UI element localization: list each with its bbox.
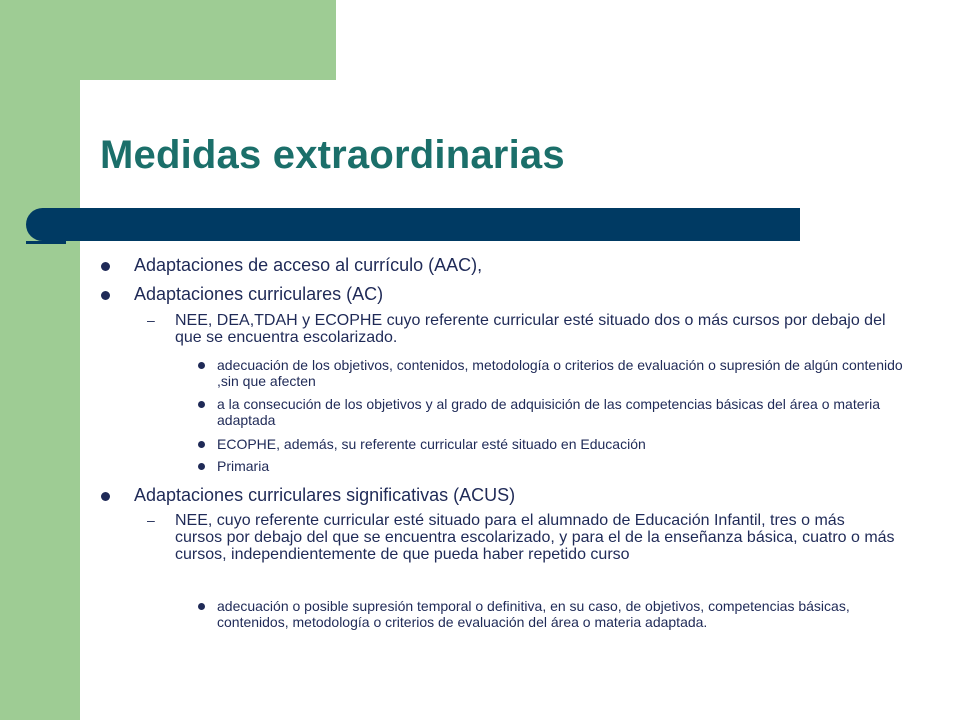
bullet-item-ac: [134, 283, 383, 305]
sub-item-text: NEE, DEA,TDAH y ECOPHE cuyo referente curricular esté situado dos o más cursos por debajo del que se encuentra escolarizado.: [175, 312, 886, 346]
bullet-icon: [101, 262, 110, 271]
dash-icon: –: [147, 312, 155, 328]
sub-item-ac-criteria: [147, 312, 895, 346]
dot-icon: [198, 401, 205, 408]
bullet-icon: [101, 291, 110, 300]
sub-sub-item-text: adecuación o posible supresión temporal o definitiva, en su caso, de objetivos, competencias básicas, contenidos, metodología o criterios de evaluación del área o materia adaptada.: [217, 598, 850, 630]
dot-icon: [198, 463, 205, 470]
sub-sub-item: [217, 357, 907, 389]
dash-icon: –: [147, 512, 155, 528]
bullet-item-aac: [134, 254, 482, 276]
bullet-text: Adaptaciones de acceso al currículo (AAC),: [134, 255, 483, 275]
sub-sub-item-text: Primaria: [217, 458, 270, 474]
dot-icon: [198, 362, 205, 369]
sub-item-text: NEE, cuyo referente curricular esté situado para el alumnado de Educación Infantil, tres o más cursos por debajo del que se encuentra escolarizado, y para el de la enseñanza básica, cuatro o más cursos, independientemente de que pueda haber repetido curso: [175, 512, 895, 563]
sub-sub-item: [217, 396, 907, 428]
dot-icon: [198, 603, 205, 610]
sub-item-acus-criteria: [147, 512, 895, 563]
dot-icon: [198, 441, 205, 448]
sub-sub-item: [217, 436, 907, 452]
sub-sub-item: [217, 598, 907, 630]
slide-title: Medidas extraordinarias: [100, 133, 565, 177]
bullet-text: Adaptaciones curriculares (AC): [134, 284, 384, 304]
bullet-item-acus: [134, 484, 515, 506]
bullet-text: Adaptaciones curriculares significativas (ACUS): [134, 485, 516, 505]
bullet-icon: [101, 492, 110, 501]
sub-sub-item-text: ECOPHE, además, su referente curricular esté situado en Educación: [217, 436, 646, 452]
sub-sub-item: [217, 458, 907, 474]
sub-sub-item-text: adecuación de los objetivos, contenidos, metodología o criterios de evaluación o supresión de algún contenido ,sin que afecten: [217, 357, 903, 389]
sub-sub-item-text: a la consecución de los objetivos y al grado de adquisición de las competencias básicas del área o materia adaptada: [217, 396, 881, 428]
